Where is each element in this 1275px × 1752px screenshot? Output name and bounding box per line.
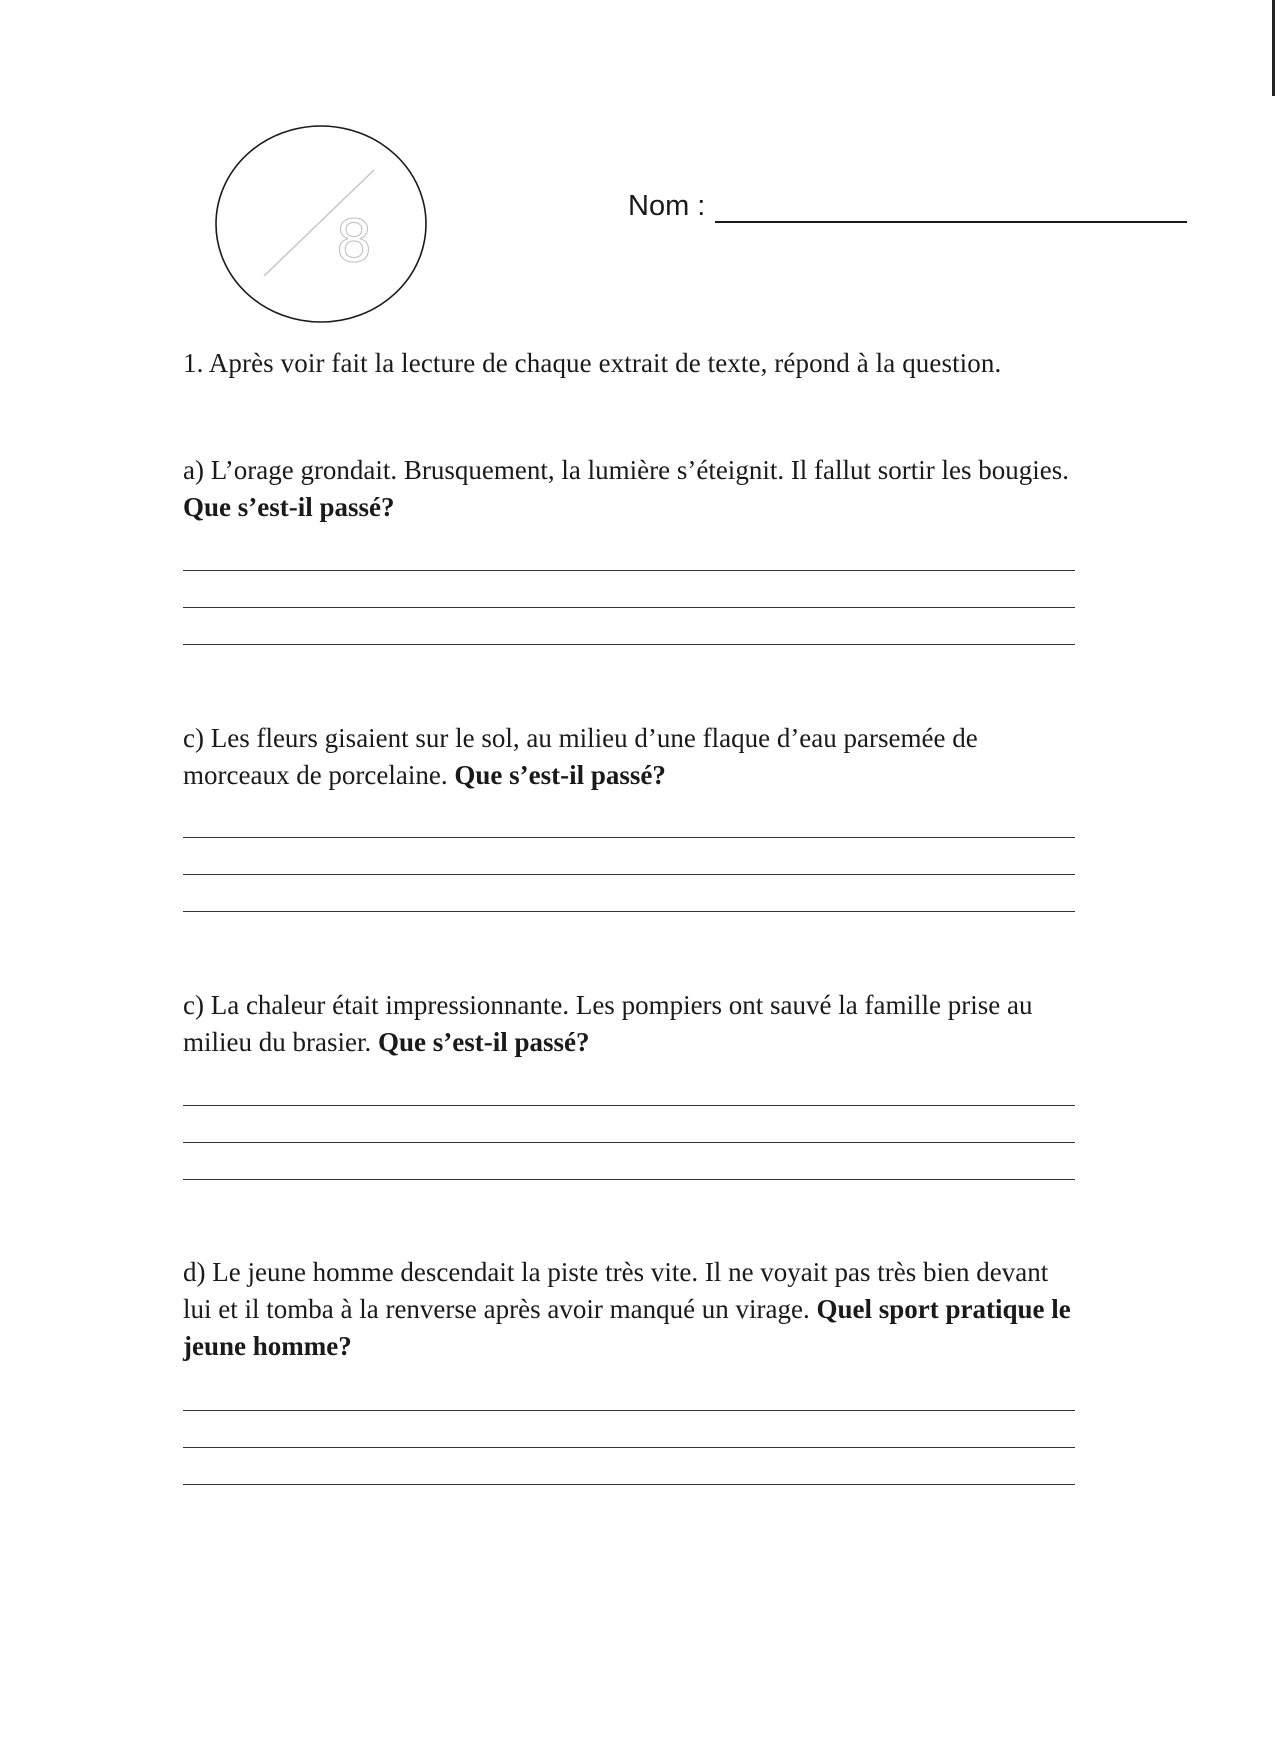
question-c-prompt: Que s’est-il passé? (377, 1027, 590, 1057)
answer-lines-c (183, 1105, 1075, 1216)
question-b (183, 720, 1083, 794)
question-a (183, 452, 1083, 526)
name-label: Nom : (628, 190, 706, 222)
answer-line[interactable] (183, 607, 1075, 608)
question-b-text: c) Les fleurs gisaient sur le sol, au milieu d’une flaque d’eau parsemée de morceaux de porcelaine. (183, 723, 978, 790)
question-d (183, 1254, 1083, 1365)
question-a-prompt: Que s’est-il passé? (183, 492, 395, 522)
answer-line[interactable] (183, 644, 1075, 645)
name-field (628, 190, 1187, 223)
answer-line[interactable] (183, 1179, 1075, 1180)
answer-lines-d (183, 1410, 1075, 1521)
answer-line[interactable] (183, 837, 1075, 838)
question-c (183, 987, 1083, 1061)
answer-line[interactable] (183, 570, 1075, 571)
score-circle-drawing (214, 124, 428, 324)
answer-line[interactable] (183, 1142, 1075, 1143)
name-blank-line[interactable] (715, 191, 1187, 223)
answer-line[interactable] (183, 1105, 1075, 1106)
score-denominator: 8 (335, 207, 373, 275)
instruction-text: 1. Après voir fait la lecture de chaque extrait de texte, répond à la question. (183, 348, 1002, 378)
answer-line[interactable] (183, 1484, 1075, 1485)
answer-line[interactable] (183, 1410, 1075, 1411)
answer-line[interactable] (183, 874, 1075, 875)
question-c-text: c) La chaleur était impressionnante. Les pompiers ont sauvé la famille prise au milieu du brasier. (183, 990, 1033, 1057)
question-b-prompt: Que s’est-il passé? (454, 760, 666, 790)
answer-line[interactable] (183, 1447, 1075, 1448)
answer-line[interactable] (183, 911, 1075, 912)
score-circle (214, 124, 428, 324)
question-d-text: d) Le jeune homme descendait la piste très vite. Il ne voyait pas très bien devant lui et il tomba à la renverse après avoir manqué un virage. (183, 1257, 1049, 1324)
question-d-prompt: Quel sport pratique le jeune homme? (183, 1294, 1071, 1361)
answer-lines-b (183, 837, 1075, 948)
question-a-text: a) L’orage grondait. Brusquement, la lumière s’éteignit. Il fallut sortir les bougies. (183, 455, 1070, 485)
answer-lines-a (183, 570, 1075, 681)
